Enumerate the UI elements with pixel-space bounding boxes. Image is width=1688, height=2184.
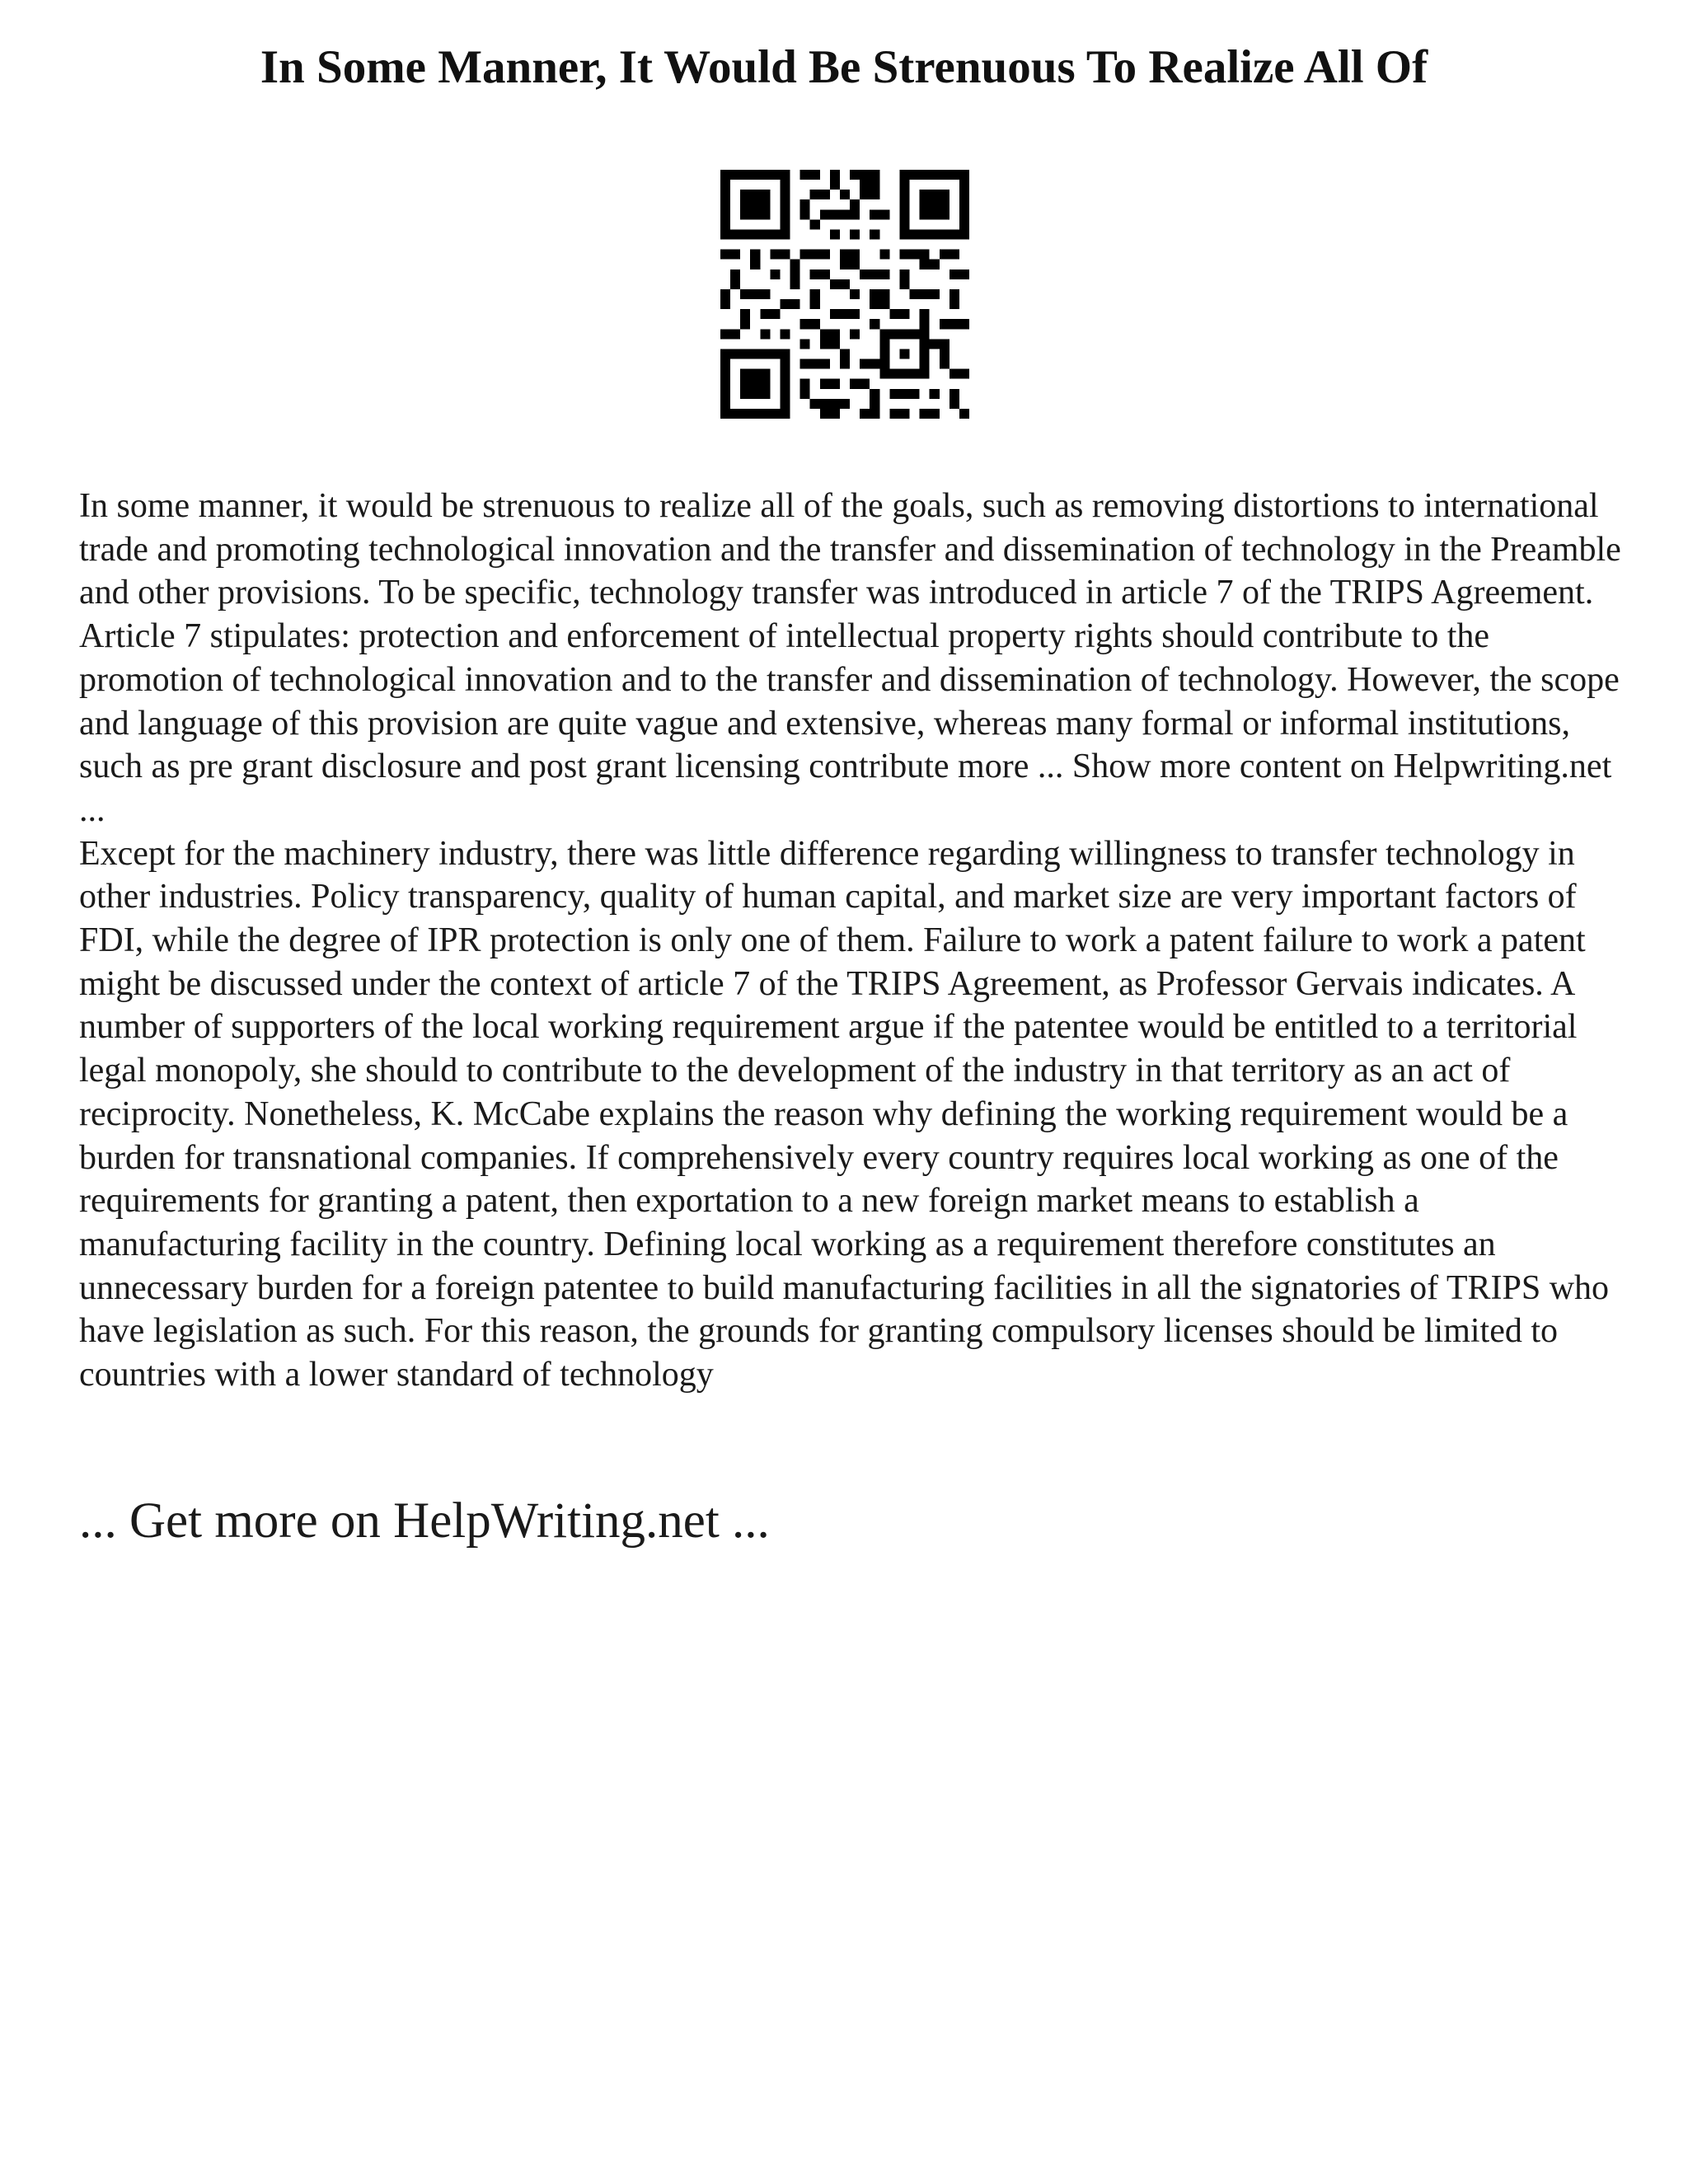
article-body <box>79 485 1629 1397</box>
paragraph-1: In some manner, it would be strenuous to realize all of the goals, such as removing distortions to international trade and promoting technological innovation and the transfer and dissemination of technology in the Preamble and other provisions. To be specific, technology transfer was introduced in article 7 of the TRIPS Agreement. Article 7 stipulates: protection and enforcement of intellectual property rights should contribute to the promotion of technological innovation and to the transfer and dissemination of technology. However, the scope and language of this provision are quite vague and extensive, whereas many formal or informal institutions, such as pre grant disclosure and post grant licensing contribute more ... Show more content on Helpwriting.net ... <box>79 487 1621 829</box>
qr-code-icon[interactable] <box>720 170 969 419</box>
page-title: In Some Manner, It Would Be Strenuous To Realize All Of <box>260 41 1428 93</box>
get-more-link[interactable]: ... Get more on HelpWriting.net ... <box>79 1493 770 1549</box>
paragraph-2: Except for the machinery industry, there was little difference regarding willingness to transfer technology in other industries. Policy transparency, quality of human capital, and market size are very important factors of FDI, while the degree of IPR protection is only one of them. Failure to work a patent failure to work a patent might be discussed under the context of article 7 of the TRIPS Agreement, as Professor Gervais indicates. A number of supporters of the local working requirement argue if the patentee would be entitled to a territorial legal monopoly, she should to contribute to the development of the industry in that territory as an act of reciprocity. Nonetheless, K. McCabe explains the reason why defining the working requirement would be a burden for transnational companies. If comprehensively every country requires local working as one of the requirements for granting a patent, then exportation to a new foreign market means to establish a manufacturing facility in the country. Defining local working as a requirement therefore constitutes an unnecessary burden for a foreign patentee to build manufacturing facilities in all the signatories of TRIPS who have legislation as such. For this reason, the grounds for granting compulsory licenses should be limited to countries with a lower standard of technology <box>79 834 1610 1394</box>
